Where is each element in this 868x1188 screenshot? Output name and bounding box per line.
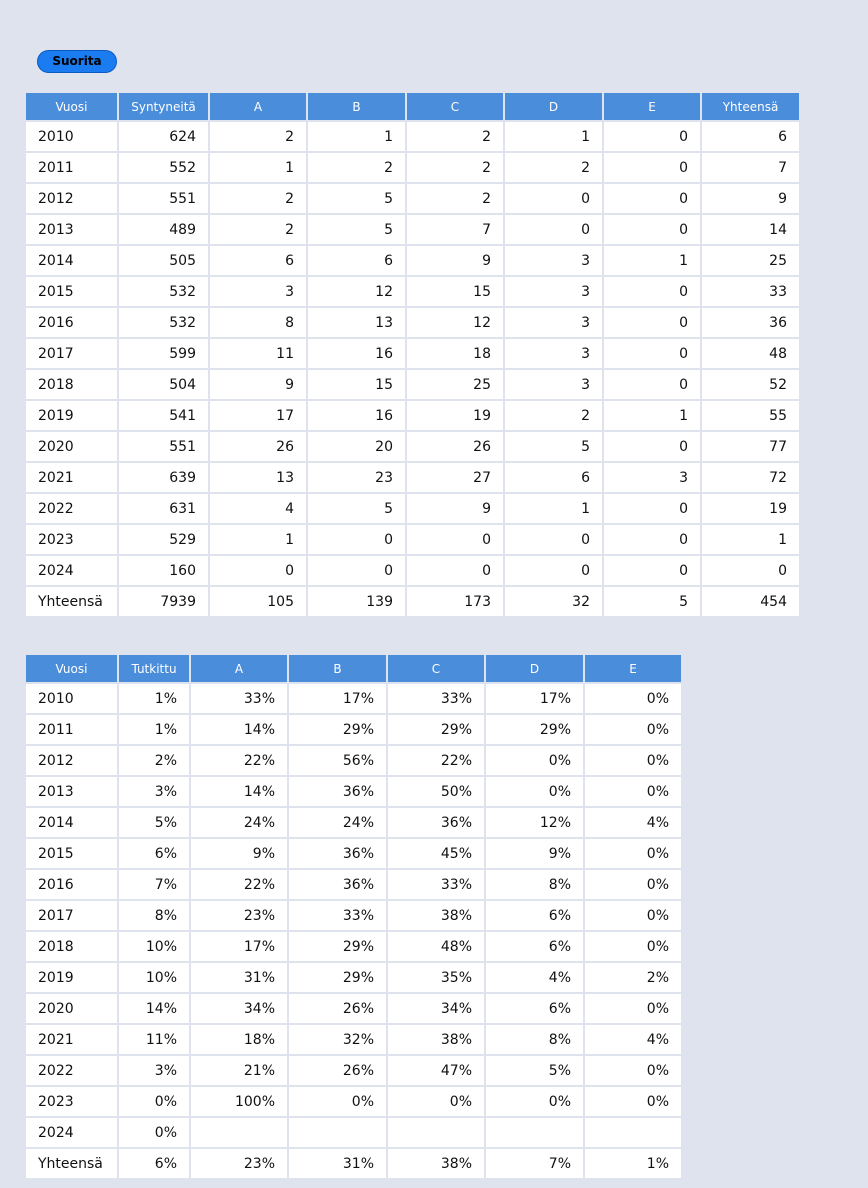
table-cell: 0 [505,556,602,585]
table-cell: 12 [308,277,405,306]
table-row [26,839,681,868]
table-cell: 5 [505,432,602,461]
table-cell: 5% [486,1056,583,1085]
table-cell: 1 [702,525,799,554]
table-cell: 14 [702,215,799,244]
table-cell: 0% [486,1087,583,1116]
table-cell: 0% [585,839,681,868]
table-cell: 2 [407,153,503,182]
table-cell: 4 [210,494,306,523]
table-row [26,556,799,585]
table-cell: 14% [191,715,287,744]
table-row [26,215,799,244]
row-label-cell: 2018 [26,370,117,399]
table-cell: 6% [486,901,583,930]
table-cell: 504 [119,370,208,399]
table-cell: 624 [119,122,208,151]
table-cell: 17% [289,684,386,713]
row-label-cell: 2016 [26,870,117,899]
table-cell: 5 [308,494,405,523]
table-cell: 7% [486,1149,583,1178]
table-cell: 18 [407,339,503,368]
table-cell: 26 [210,432,306,461]
table-cell: 3 [505,308,602,337]
table-row [26,184,799,213]
table-cell: 0% [585,1087,681,1116]
table-cell: 8% [486,870,583,899]
table-cell: 36% [289,870,386,899]
table-cell: 47% [388,1056,484,1085]
table-cell: 8% [486,1025,583,1054]
table-cell: 56% [289,746,386,775]
table-cell: 7% [119,870,189,899]
run-button[interactable]: Suorita [37,50,117,73]
table-cell: 0% [119,1087,189,1116]
table-cell: 2 [210,122,306,151]
table-cell: 17% [191,932,287,961]
table-cell: 6% [119,1149,189,1178]
table-row [26,1056,681,1085]
table-cell: 20 [308,432,405,461]
row-label-cell: 2019 [26,963,117,992]
table-cell: 0 [407,556,503,585]
table-row [26,777,681,806]
table-cell: 2 [407,184,503,213]
table-cell: 29% [289,932,386,961]
table-cell: 3 [210,277,306,306]
table-cell: 639 [119,463,208,492]
table-cell: 23% [191,1149,287,1178]
table-cell: 45% [388,839,484,868]
table-row [26,746,681,775]
table-cell: 12% [486,808,583,837]
table-row [26,1025,681,1054]
counts-table [24,91,801,618]
row-label-cell: 2018 [26,932,117,961]
table-cell: 19 [702,494,799,523]
table-cell: 0 [702,556,799,585]
table-cell: 2 [210,215,306,244]
table-cell: 9 [210,370,306,399]
row-label-cell: 2020 [26,994,117,1023]
table-cell: 77 [702,432,799,461]
table-cell: 24% [289,808,386,837]
table-cell: 27 [407,463,503,492]
row-label-cell: 2020 [26,432,117,461]
table-cell: 631 [119,494,208,523]
table-cell: 7939 [119,587,208,616]
table-cell: 2% [119,746,189,775]
row-label-cell: Yhteensä [26,1149,117,1178]
row-label-cell: 2011 [26,715,117,744]
row-label-cell: 2015 [26,277,117,306]
table-cell: 36% [289,777,386,806]
table-cell: 31% [191,963,287,992]
table-cell: 0 [604,494,700,523]
table-cell: 1 [505,494,602,523]
table-cell: 33% [388,684,484,713]
table-cell: 29% [289,963,386,992]
table-cell: 599 [119,339,208,368]
row-label-cell: 2015 [26,839,117,868]
table-cell: 33% [388,870,484,899]
table-cell: 55 [702,401,799,430]
table-cell: 38% [388,1025,484,1054]
row-label-cell: 2017 [26,339,117,368]
table-cell: 14% [119,994,189,1023]
table-cell: 26% [289,994,386,1023]
row-label-cell: 2019 [26,401,117,430]
column-header: B [308,93,405,120]
row-label-cell: 2011 [26,153,117,182]
table-cell: 9 [407,494,503,523]
table-cell: 4% [486,963,583,992]
table-cell [486,1118,583,1147]
table-row [26,494,799,523]
table-cell: 0 [505,525,602,554]
table-row [26,122,799,151]
table-cell: 33% [191,684,287,713]
table-cell: 10% [119,932,189,961]
table-cell: 36 [702,308,799,337]
table-cell: 6 [702,122,799,151]
table-cell: 5 [308,215,405,244]
table-cell: 541 [119,401,208,430]
table-cell: 2 [505,153,602,182]
table-cell: 6 [505,463,602,492]
row-label-cell: 2014 [26,246,117,275]
table-cell: 0% [585,932,681,961]
table-cell: 0% [585,777,681,806]
table-cell: 1 [604,246,700,275]
table-cell: 551 [119,184,208,213]
table-cell: 8% [119,901,189,930]
table-row [26,901,681,930]
table-row [26,370,799,399]
table-cell: 489 [119,215,208,244]
table-cell: 9 [702,184,799,213]
table-row [26,587,799,616]
table-cell: 160 [119,556,208,585]
table-cell: 0% [585,684,681,713]
table-cell: 0% [585,901,681,930]
row-label-cell: 2024 [26,1118,117,1147]
row-label-cell: 2013 [26,215,117,244]
table-cell: 26% [289,1056,386,1085]
table-cell: 48% [388,932,484,961]
table-cell: 552 [119,153,208,182]
table-cell: 1% [585,1149,681,1178]
table-cell: 529 [119,525,208,554]
table-cell: 6 [308,246,405,275]
table-cell: 23 [308,463,405,492]
row-label-cell: 2014 [26,808,117,837]
table-cell: 0% [388,1087,484,1116]
table-cell: 9% [191,839,287,868]
table-cell: 0% [289,1087,386,1116]
table-cell: 0 [604,370,700,399]
table-cell: 105 [210,587,306,616]
table-cell: 6 [210,246,306,275]
row-label-cell: 2013 [26,777,117,806]
table-cell: 2% [585,963,681,992]
table-cell: 0 [604,215,700,244]
column-header: D [505,93,602,120]
column-header: Syntyneitä [119,93,208,120]
table-cell: 2 [407,122,503,151]
table-cell: 1% [119,715,189,744]
counts-header-row [26,93,799,120]
table-cell: 2 [505,401,602,430]
table-row [26,432,799,461]
table-cell: 0% [585,746,681,775]
table-cell: 29% [388,715,484,744]
percent-header-row [26,655,681,682]
row-label-cell: 2024 [26,556,117,585]
table-cell: 12 [407,308,503,337]
table-cell: 23% [191,901,287,930]
table-cell: 38% [388,901,484,930]
table-cell: 4% [585,808,681,837]
column-header: Vuosi [26,93,117,120]
table-cell: 7 [407,215,503,244]
column-header: D [486,655,583,682]
table-cell: 21% [191,1056,287,1085]
table-cell: 173 [407,587,503,616]
table-row [26,525,799,554]
table-cell [289,1118,386,1147]
table-cell: 0 [604,277,700,306]
table-cell: 0 [604,525,700,554]
table-cell: 19 [407,401,503,430]
table-cell: 0 [604,153,700,182]
table-cell: 0 [210,556,306,585]
table-row [26,684,681,713]
column-header: Tutkittu [119,655,189,682]
table-cell [388,1118,484,1147]
table-row [26,246,799,275]
table-cell: 36% [289,839,386,868]
table-cell: 25 [702,246,799,275]
table-cell: 0% [585,994,681,1023]
table-cell: 36% [388,808,484,837]
table-cell: 33% [289,901,386,930]
table-cell: 38% [388,1149,484,1178]
table-cell: 35% [388,963,484,992]
table-cell: 1 [308,122,405,151]
table-cell: 3 [604,463,700,492]
column-header: Yhteensä [702,93,799,120]
table-cell: 14% [191,777,287,806]
table-cell: 0% [585,715,681,744]
table-cell: 22% [388,746,484,775]
table-cell: 17% [486,684,583,713]
table-cell: 505 [119,246,208,275]
row-label-cell: 2022 [26,494,117,523]
table-cell: 17 [210,401,306,430]
table-cell: 48 [702,339,799,368]
table-cell: 0% [486,746,583,775]
table-row [26,715,681,744]
table-cell: 34% [191,994,287,1023]
table-cell: 454 [702,587,799,616]
table-cell: 5 [604,587,700,616]
table-row [26,277,799,306]
column-header: E [585,655,681,682]
table-cell: 29% [486,715,583,744]
table-cell: 33 [702,277,799,306]
table-cell: 5% [119,808,189,837]
table-cell: 0% [585,1056,681,1085]
table-cell: 4% [585,1025,681,1054]
table-row [26,1087,681,1116]
table-cell: 0 [308,556,405,585]
table-cell: 0 [604,339,700,368]
table-cell: 72 [702,463,799,492]
table-cell: 6% [486,932,583,961]
table-cell: 0% [585,870,681,899]
table-cell: 3 [505,370,602,399]
column-header: C [407,93,503,120]
counts-body [26,122,799,616]
table-cell: 551 [119,432,208,461]
table-cell: 0 [604,308,700,337]
table-cell: 13 [210,463,306,492]
table-cell: 0 [604,556,700,585]
table-cell: 22% [191,746,287,775]
table-cell: 11% [119,1025,189,1054]
table-cell: 26 [407,432,503,461]
table-cell: 15 [308,370,405,399]
table-cell: 10% [119,963,189,992]
table-cell: 3 [505,246,602,275]
table-cell: 3% [119,777,189,806]
table-cell: 2 [308,153,405,182]
table-cell: 3 [505,277,602,306]
table-cell: 50% [388,777,484,806]
column-header: B [289,655,386,682]
table-cell: 2 [210,184,306,213]
column-header: A [191,655,287,682]
table-cell: 139 [308,587,405,616]
table-cell: 32 [505,587,602,616]
table-cell: 5 [308,184,405,213]
table-cell: 1 [210,153,306,182]
table-cell: 100% [191,1087,287,1116]
table-cell: 16 [308,401,405,430]
table-cell: 0 [604,184,700,213]
table-cell [191,1118,287,1147]
table-cell: 1 [604,401,700,430]
row-label-cell: 2012 [26,746,117,775]
row-label-cell: 2021 [26,1025,117,1054]
table-row [26,963,681,992]
table-cell: 0 [604,432,700,461]
table-cell: 11 [210,339,306,368]
table-cell: 1 [210,525,306,554]
table-cell: 29% [289,715,386,744]
table-cell: 13 [308,308,405,337]
table-cell: 7 [702,153,799,182]
table-cell: 0% [119,1118,189,1147]
table-row [26,870,681,899]
row-label-cell: 2012 [26,184,117,213]
table-row [26,153,799,182]
table-cell: 0% [486,777,583,806]
row-label-cell: 2021 [26,463,117,492]
percent-table [24,653,683,1180]
table-row [26,339,799,368]
column-header: C [388,655,484,682]
table-cell: 0 [604,122,700,151]
table-cell: 0 [505,184,602,213]
table-cell: 22% [191,870,287,899]
table-cell: 8 [210,308,306,337]
table-cell: 16 [308,339,405,368]
table-row [26,308,799,337]
table-cell: 6% [119,839,189,868]
table-cell: 9% [486,839,583,868]
column-header: A [210,93,306,120]
table-cell: 3 [505,339,602,368]
table-row [26,1118,681,1147]
table-cell [585,1118,681,1147]
table-row [26,463,799,492]
table-cell: 532 [119,308,208,337]
table-cell: 31% [289,1149,386,1178]
table-row [26,994,681,1023]
table-row [26,1149,681,1178]
row-label-cell: 2023 [26,1087,117,1116]
column-header: E [604,93,700,120]
table-cell: 34% [388,994,484,1023]
row-label-cell: 2010 [26,122,117,151]
table-row [26,932,681,961]
table-cell: 0 [308,525,405,554]
row-label-cell: 2023 [26,525,117,554]
table-cell: 52 [702,370,799,399]
table-cell: 3% [119,1056,189,1085]
table-cell: 25 [407,370,503,399]
row-label-cell: 2022 [26,1056,117,1085]
table-cell: 15 [407,277,503,306]
row-label-cell: Yhteensä [26,587,117,616]
table-cell: 9 [407,246,503,275]
table-cell: 1 [505,122,602,151]
table-cell: 24% [191,808,287,837]
table-cell: 18% [191,1025,287,1054]
table-cell: 32% [289,1025,386,1054]
row-label-cell: 2010 [26,684,117,713]
row-label-cell: 2016 [26,308,117,337]
table-cell: 6% [486,994,583,1023]
row-label-cell: 2017 [26,901,117,930]
table-cell: 0 [505,215,602,244]
table-row [26,808,681,837]
table-cell: 0 [407,525,503,554]
table-cell: 1% [119,684,189,713]
column-header: Vuosi [26,655,117,682]
percent-body [26,684,681,1178]
table-cell: 532 [119,277,208,306]
table-row [26,401,799,430]
